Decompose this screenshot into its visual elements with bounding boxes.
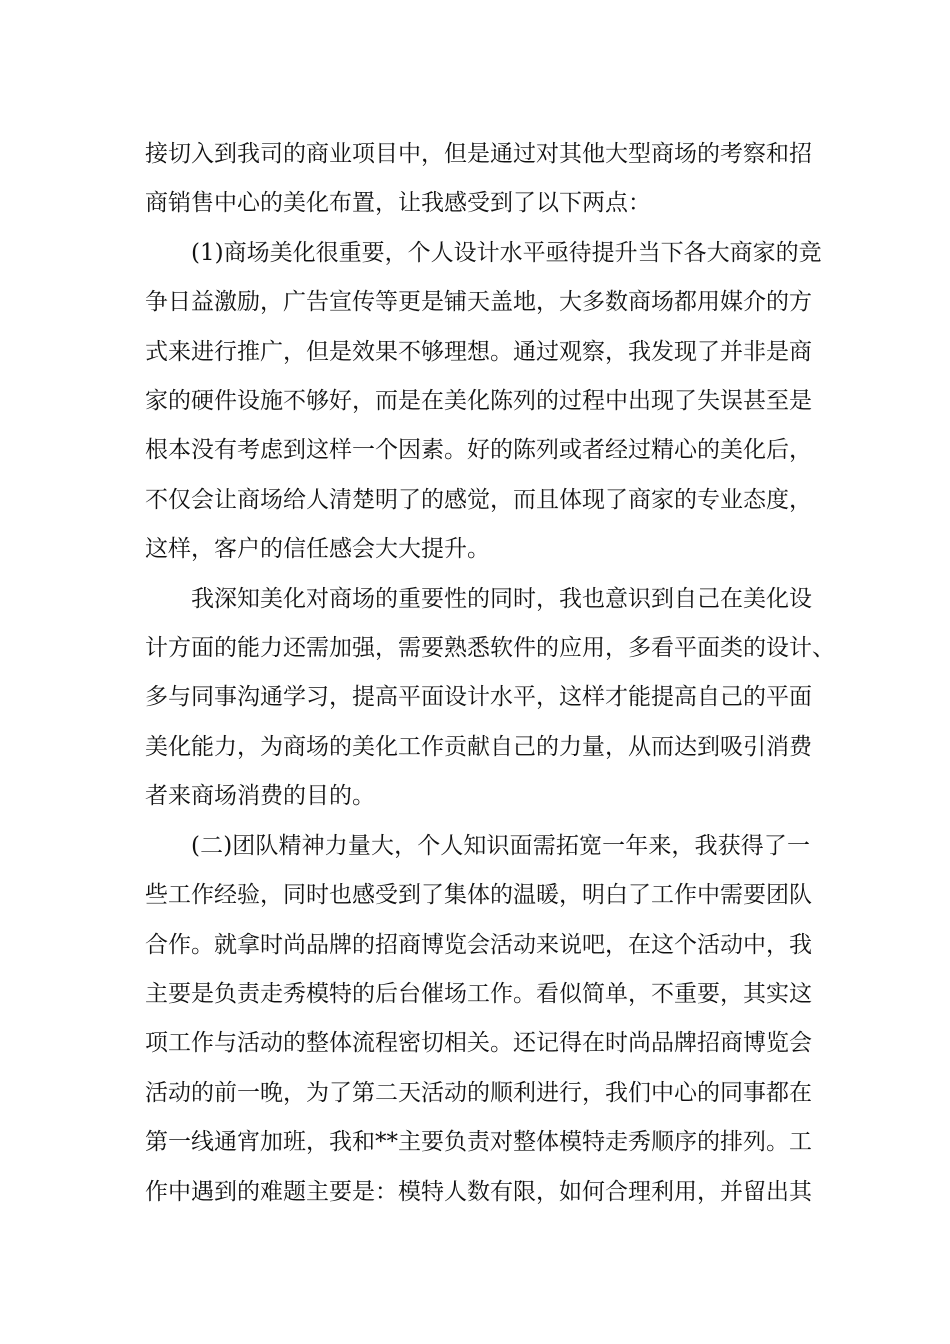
- paragraph-2: [145, 229, 822, 575]
- text-line: 不仅会让商场给人清楚明了的感觉，而且体现了商家的专业态度，: [145, 486, 812, 513]
- text-line: 计方面的能力还需加强，需要熟悉软件的应用，多看平面类的设计、: [145, 635, 835, 662]
- text-line: 多与同事沟通学习，提高平面设计水平，这样才能提高自己的平面: [145, 684, 812, 711]
- paragraph-3: [145, 575, 835, 822]
- text-line: 合作。就拿时尚品牌的招商博览会活动来说吧，在这个活动中，我: [145, 931, 812, 958]
- paragraph-4: [145, 822, 810, 1217]
- text-line: 第一线通宵加班，我和**主要负责对整体模特走秀顺序的排列。工: [145, 1129, 812, 1156]
- text-line: 根本没有考虑到这样一个因素。好的陈列或者经过精心的美化后，: [145, 437, 812, 464]
- text-line: (二)团队精神力量大，个人知识面需拓宽一年来，我获得了一: [191, 832, 810, 859]
- text-line: (1)商场美化很重要，个人设计水平亟待提升当下各大商家的竞: [191, 239, 822, 266]
- text-line: 作中遇到的难题主要是：模特人数有限，如何合理利用，并留出其: [145, 1178, 812, 1205]
- text-line: 活动的前一晚，为了第二天活动的顺利进行，我们中心的同事都在: [145, 1079, 812, 1106]
- text-line: 这样，客户的信任感会大大提升。: [145, 536, 490, 563]
- text-line: 项工作与活动的整体流程密切相关。还记得在时尚品牌招商博览会: [145, 1030, 812, 1057]
- text-line: 式来进行推广，但是效果不够理想。通过观察，我发现了并非是商: [145, 338, 812, 365]
- text-line: 接切入到我司的商业项目中，但是通过对其他大型商场的考察和招: [145, 141, 812, 167]
- text-line: 美化能力，为商场的美化工作贡献自己的力量，从而达到吸引消费: [145, 733, 812, 760]
- text-line: 些工作经验，同时也感受到了集体的温暖，明白了工作中需要团队: [145, 882, 812, 909]
- text-line: 商销售中心的美化布置，让我感受到了以下两点：: [145, 190, 651, 217]
- text-line: 我深知美化对商场的重要性的同时，我也意识到自己在美化设: [191, 585, 812, 612]
- text-line: 者来商场消费的目的。: [145, 783, 375, 810]
- text-line: 家的硬件设施不够好，而是在美化陈列的过程中出现了失误甚至是: [145, 388, 812, 415]
- paragraph-1: [145, 130, 810, 229]
- text-line: 争日益激励，广告宣传等更是铺天盖地，大多数商场都用媒介的方: [145, 289, 812, 316]
- document-body: [145, 130, 835, 1217]
- text-line: 主要是负责走秀模特的后台催场工作。看似简单，不重要，其实这: [145, 980, 812, 1007]
